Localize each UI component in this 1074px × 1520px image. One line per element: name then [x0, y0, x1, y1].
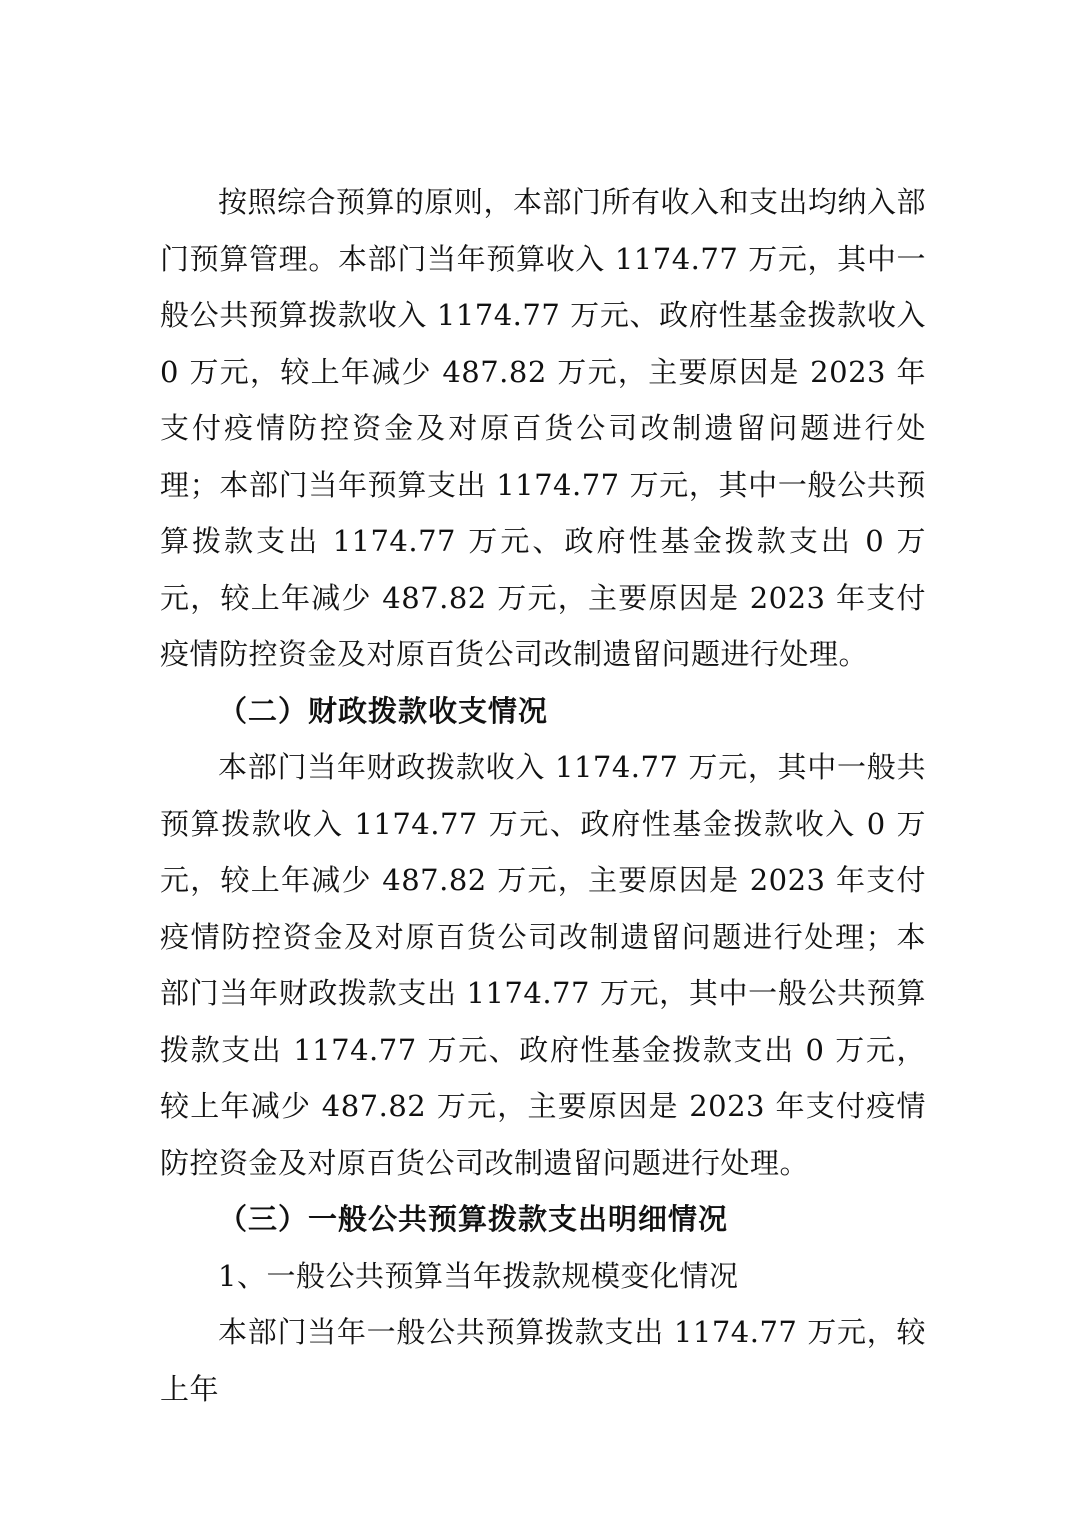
section-heading-fiscal-appropriation: （二）财政拨款收支情况	[218, 693, 549, 728]
section-heading-general-public-budget: （三）一般公共预算拨款支出明细情况	[218, 1202, 729, 1236]
general-budget-paragraph: 本部门当年一般公共预算拨款支出 1174.77 万元，较上年	[160, 1315, 926, 1406]
subheading-scale-change: 1、一般公共预算当年拨款规模变化情况	[218, 1258, 739, 1293]
fiscal-appropriation-paragraph: 本部门当年财政拨款收入 1174.77 万元，其中一般共预算拨款收入 1174.77 万元、政府性基金拨款收入 0 万元，较上年减少 487.82 万元，主要原因是 2023 年支付疫情防控资金及对原百货公司改制遗留问题进行处理；本部门当年财政拨款支出 1174.77 万元，其中一般公共预算拨款支出 1174.77 万元、政府性基金拨款支出 0 万元，较上年减少 487.82 万元，主要原因是 2023 年支付疫情防控资金及对原百货公司改制遗留问题进行处理。	[160, 750, 926, 1180]
document-page	[160, 174, 926, 1417]
budget-overview-paragraph: 按照综合预算的原则，本部门所有收入和支出均纳入部门预算管理。本部门当年预算收入 1174.77 万元，其中一般公共预算拨款收入 1174.77 万元、政府性基金拨款收入 0 万元，较上年减少 487.82 万元，主要原因是 2023 年支付疫情防控资金及对原百货公司改制遗留问题进行处理；本部门当年预算支出 1174.77 万元，其中一般公共预算拨款支出 1174.77 万元、政府性基金拨款支出 0 万元，较上年减少 487.82 万元，主要原因是 2023 年支付疫情防控资金及对原百货公司改制遗留问题进行处理。	[160, 185, 927, 671]
